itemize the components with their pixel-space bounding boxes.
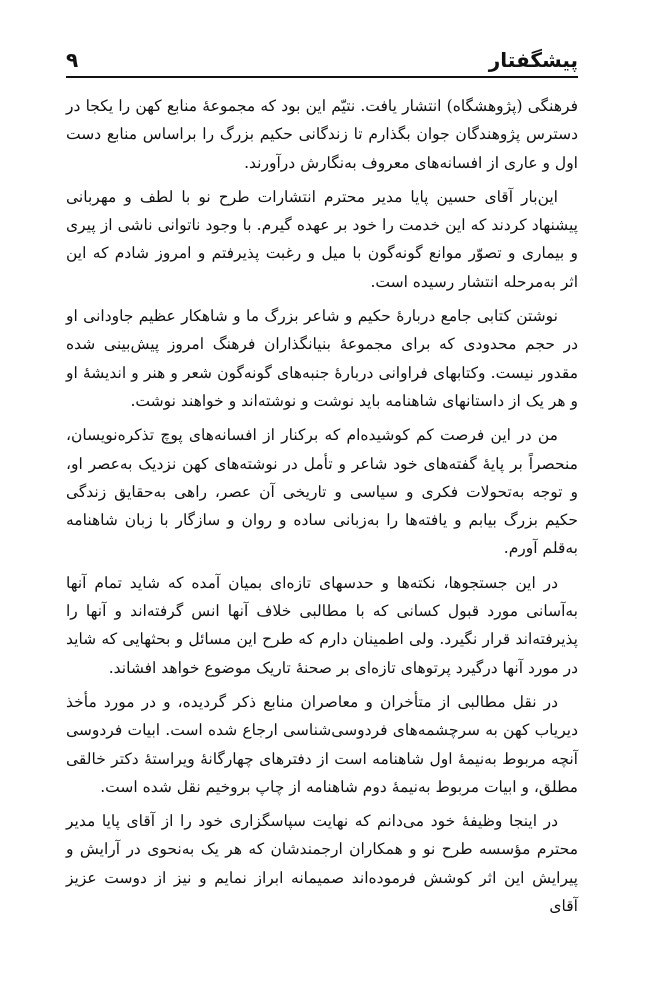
- body-text: [66, 92, 578, 926]
- header-rule: [66, 76, 578, 78]
- paragraph-1: فرهنگی (پژوهشگاه) انتشار یافت. نتیّم این بود که مجموعهٔ منابع کهن را یکجا در دسترس پژوهندگان جوان بگذارم تا زندگانی حکیم بزرگ را براساس منابع دست اول و عاری از افسانه‌های معروف به‌نگارش درآورند.: [66, 97, 578, 172]
- paragraph-3: نوشتن کتابی جامع دربارهٔ حکیم و شاعر بزرگ ما و شاهکار عظیم جاودانی او در حجم محدودی که برای مجموعهٔ بنیانگذاران فرهنگ امروز پیش‌بینی شده مقدور نیست. وکتابهای فراوانی دربارهٔ جنبه‌های گونه‌گون شعر و هنر و اندیشهٔ او و هر یک از داستانهای شاهنامه باید نوشت و نوشته‌اند و خواهند نوشت.: [66, 307, 578, 410]
- paragraph-2: این‌بار آقای حسین پایا مدیر محترم انتشارات طرح نو با لطف و مهربانی پیشنهاد کردند که این خدمت را خود بر عهده گیرم. با وجود ناتوانی ناشی از پیری و بیماری و تصوّر موانع گونه‌گون با میل و رغبت پذیرفتم و امروز شادم که این اثر به‌مرحله انتشار رسیده است.: [66, 187, 578, 291]
- running-head-title: پیشگفتار: [488, 48, 578, 72]
- paragraph-4: من در این فرصت کم کوشیده‌ام که برکنار از افسانه‌های پوچ تذکره‌نویسان، منحصراً بر پایهٔ گفته‌های خود شاعر و تأمل در نوشته‌های کهن نزدیک به‌عصر او، و توجه به‌تحولات فکری و سیاسی و تاریخی آن عصر، راهی به‌حقایق زندگی حکیم بزرگ بیابم و یافته‌ها را به‌زبانی ساده و روان و سازگار با زبان شاهنامه به‌قلم آورم.: [66, 426, 578, 558]
- page-header: [66, 46, 578, 80]
- paragraph-6: در نقل مطالبی از متأخران و معاصران منابع ذکر گردیده، و در مورد مأخذ دیریاب کهن به سرچشمه‌های فردوسی‌شناسی ارجاع شده است. ابیات فردوسی آنچه مربوط به‌نیمهٔ اول شاهنامه است از دفترهای چهارگانهٔ ویراستهٔ دکتر خالقی مطلق، و ابیات مربوط به‌نیمهٔ دوم شاهنامه از چاپ بروخیم نقل شده است.: [66, 692, 578, 796]
- paragraph-7: در اینجا وظیفهٔ خود می‌دانم که نهایت سپاسگزاری خود را از آقای پایا مدیر محترم مؤسسه طرح نو و همکاران ارجمندشان که هر یک به‌نحوی در آرایش و پیرایش این اثر کوشش فرموده‌اند صمیمانه ابراز نمایم و نیز از دوست عزیز آقای: [66, 812, 578, 916]
- page-number: ۹: [66, 48, 79, 72]
- paragraph-5: در این جستجوها، نکته‌ها و حدسهای تازه‌ای بمیان آمده که شاید تمام آنها به‌آسانی مورد قبول کسانی که با مطالبی خلاف آنها انس گرفته‌اند و آنها را پذیرفته‌اند قرار نگیرد. ولی اطمینان دارم که طرح این مسائل و بحثهایی که شاید در مورد آنها درگیرد پرتوهای تازه‌ای بر صحنهٔ تاریک موضوع خواهد افشاند.: [66, 573, 578, 677]
